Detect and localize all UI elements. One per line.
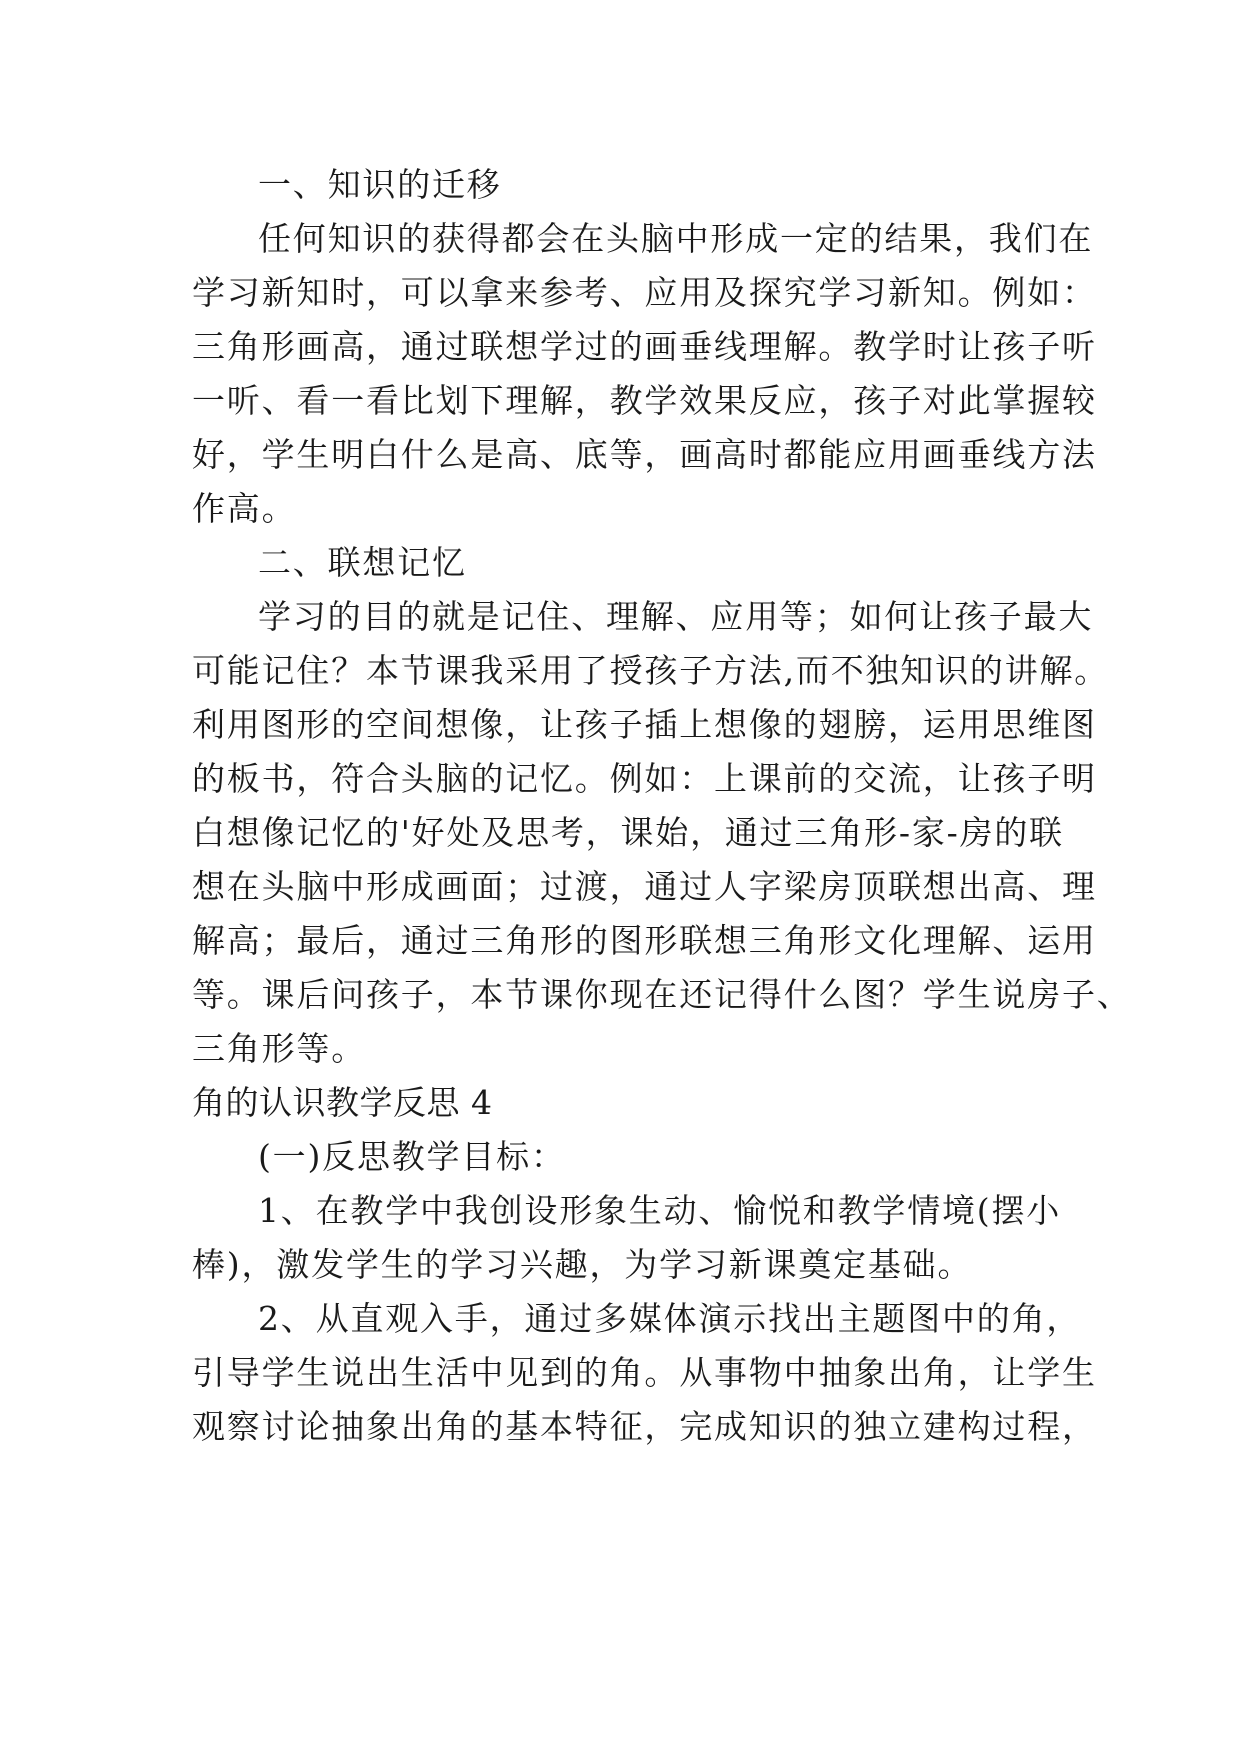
- paragraph-line: 学习的目的就是记住、理解、应用等；如何让孩子最大: [258, 597, 1094, 636]
- document-title: 角的认识教学反思 4: [192, 1083, 493, 1122]
- paragraph-line: 三角形画高，通过联想学过的画垂线理解。教学时让孩子听: [192, 327, 1097, 366]
- paragraph-line: 作高。: [192, 489, 297, 528]
- paragraph-line: 解高；最后，通过三角形的图形联想三角形文化理解、运用: [192, 921, 1097, 960]
- paragraph-line: 任何知识的获得都会在头脑中形成一定的结果，我们在: [258, 219, 1094, 258]
- paragraph-line: 三角形等。: [192, 1029, 366, 1068]
- section-heading-knowledge-transfer: 一、知识的迁移: [258, 165, 502, 204]
- paragraph-line: 好，学生明白什么是高、底等，画高时都能应用画垂线方法: [192, 435, 1097, 474]
- list-item-line: 2、从直观入手，通过多媒体演示找出主题图中的角，: [258, 1299, 1082, 1338]
- paragraph-line: 学习新知时，可以拿来参考、应用及探究学习新知。例如：: [192, 273, 1097, 312]
- paragraph-line: 一听、看一看比划下理解，教学效果反应，孩子对此掌握较: [192, 381, 1097, 420]
- document-body: [192, 158, 1132, 1454]
- list-item-line: 观察讨论抽象出角的基本特征，完成知识的独立建构过程，: [192, 1407, 1097, 1446]
- list-item-line: 引导学生说出生活中见到的角。从事物中抽象出角，让学生: [192, 1353, 1097, 1392]
- paragraph-line: 等。课后问孩子，本节课你现在还记得什么图？学生说房子、: [192, 975, 1132, 1014]
- paragraph-line: 利用图形的空间想像，让孩子插上想像的翅膀，运用思维图: [192, 705, 1097, 744]
- section-heading-associative-memory: 二、联想记忆: [258, 543, 467, 582]
- paragraph-line: 可能记住？本节课我采用了授孩子方法,而不独知识的讲解。: [192, 651, 1110, 690]
- list-item-line: 棒)，激发学生的学习兴趣，为学习新课奠定基础。: [192, 1245, 973, 1284]
- paragraph-line: 的板书，符合头脑的记忆。例如：上课前的交流，让孩子明: [192, 759, 1097, 798]
- list-item-line: 1、在教学中我创设形象生动、愉悦和教学情境(摆小: [258, 1191, 1062, 1230]
- subsection-heading-teaching-goals: (一)反思教学目标：: [258, 1137, 566, 1176]
- paragraph-line: 白想像记忆的'好处及思考，课始，通过三角形-家-房的联: [192, 813, 1064, 852]
- paragraph-line: 想在头脑中形成画面；过渡，通过人字梁房顶联想出高、理: [192, 867, 1097, 906]
